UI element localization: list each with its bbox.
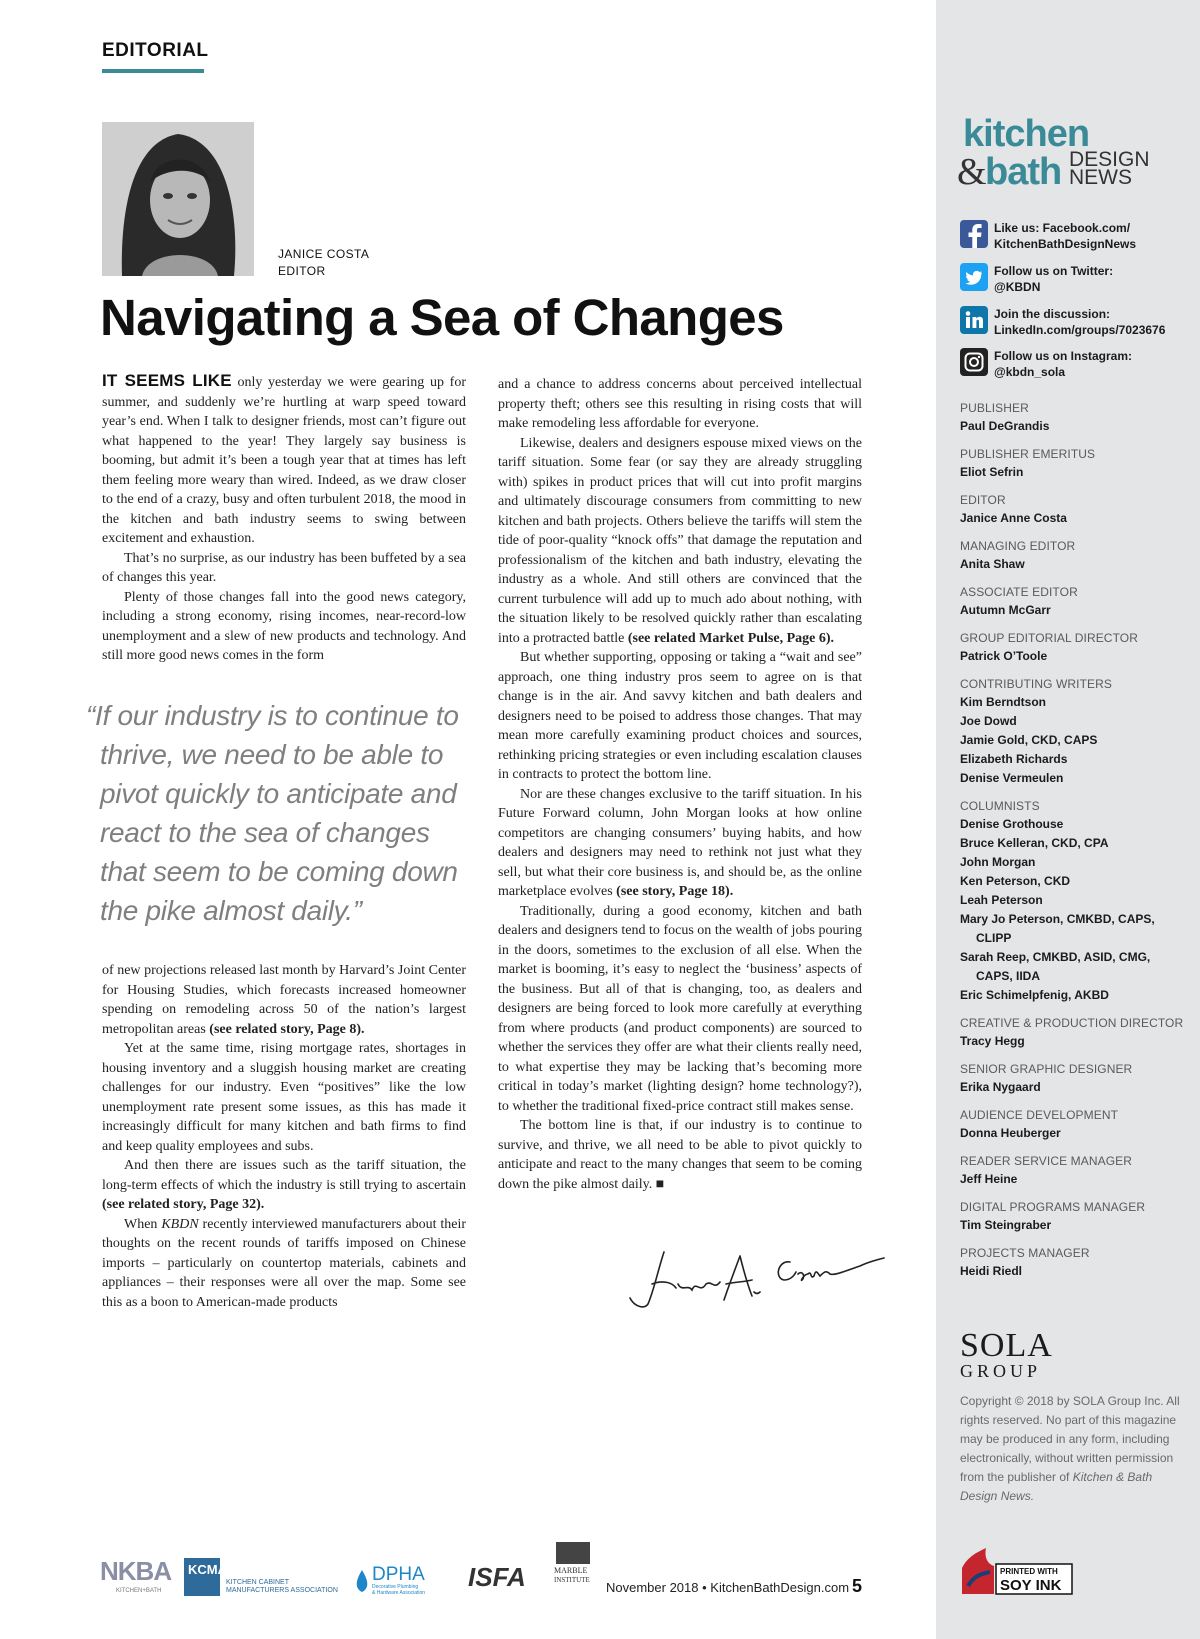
dpha-logo <box>357 1564 426 1596</box>
svg-text:MANUFACTURERS ASSOCIATION: MANUFACTURERS ASSOCIATION <box>226 1587 338 1594</box>
pull-quote-line: pivot quickly to anticipate and <box>100 778 457 809</box>
staff-group: PROJECTS MANAGER Heidi Riedl <box>960 1246 1090 1278</box>
footer-issue-site: November 2018 • KitchenBathDesign.com <box>606 1580 850 1595</box>
svg-text:KCMA: KCMA <box>188 1562 227 1577</box>
paragraph: and a chance to address concerns about perceived intellectual property theft; others see this resulting in rising costs that will make remodeling less affordable for everyone. <box>498 377 862 431</box>
pull-quote <box>86 696 476 930</box>
copyright-notice: Copyright © 2018 by SOLA Group Inc. All rights reserved. No part of this magazine may be produced in any form, including electronically, without written permission from the publisher of Kitchen & Bath Design News. <box>960 1394 1180 1503</box>
instagram-icon <box>960 348 988 376</box>
staff-group: DIGITAL PROGRAMS MANAGER Tim Steingraber <box>960 1200 1146 1232</box>
sola-group-logo: SOLA GROUP <box>960 1327 1053 1381</box>
byline-name: JANICE COSTA <box>278 247 370 261</box>
pull-quote-line: thrive, we need to be able to <box>100 739 444 770</box>
staff-group: COLUMNISTS Denise Grothouse Bruce Kelleran, CKD, CPA John Morgan Ken Peterson, CKD Leah Peterson Mary Jo Peterson, CMKBD, CAPS, CLIPP Sarah Reep, CMKBD, ASID, CMG, CAPS, IIDA Eric Schimelpfenig, AKBD <box>960 799 1155 1002</box>
website: KitchenBathDesign.com <box>710 1580 850 1595</box>
svg-text:bath: bath <box>985 151 1062 192</box>
pull-quote-line: react to the sea of changes <box>100 817 430 848</box>
marble-institute-logo <box>554 1542 590 1584</box>
byline <box>278 246 369 280</box>
lead-in: IT SEEMS LIKE <box>102 371 232 390</box>
pull-quote-line: the pike almost daily.” <box>100 895 362 926</box>
kcma-logo <box>184 1558 338 1596</box>
paragraph: And then there are issues such as the tariff situation, the long-term effects of which the industry is still trying to ascertain (see related story, Page 32). <box>102 1158 466 1212</box>
paragraph: Plenty of those changes fall into the good news category, including a strong economy, rising incomes, near-record-low unemployment and a slew of new products and technology. And still more good news comes in the form <box>102 589 466 663</box>
editor-photo <box>102 122 254 276</box>
svg-text:SOY INK: SOY INK <box>1000 1577 1062 1594</box>
staff-group: ASSOCIATE EDITOR Autumn McGarr <box>960 585 1078 617</box>
paragraph: But whether supporting, opposing or taking a “wait and see” approach, one thing industry pros seem to agree on is that change is in the air. And savvy kitchen and bath dealers and designers need to be poised to address those changes. That may mean more carefully examining product choices and sources, rethinking pricing strategies or even including escalation clauses in contracts to protect the bottom line. <box>498 650 862 782</box>
section-label: EDITORIAL <box>102 40 209 61</box>
staff-group: CREATIVE & PRODUCTION DIRECTOR Tracy Hegg <box>960 1016 1184 1048</box>
paragraph: The bottom line is that, if our industry is to continue to survive, and thrive, we all need to be able to pivot quickly to anticipate and react to the many changes that seem to be coming down the pike almost daily. ■ <box>498 1118 862 1192</box>
paragraph: Nor are these changes exclusive to the tariff situation. In his Future Forward column, John Morgan looks at how online competitors are changing consumers’ buying habits, and how dealers and designers may need to rethink not just what they sell, but what their core business is, and should be, as the online marketplace evolves (see story, Page 18). <box>498 786 862 899</box>
svg-text:&: & <box>957 151 987 192</box>
editor-signature <box>628 1240 888 1325</box>
staff-group: EDITOR Janice Anne Costa <box>960 493 1067 525</box>
story-reference: (see related story, Page 8). <box>209 1021 365 1037</box>
staff-group: AUDIENCE DEVELOPMENT Donna Heuberger <box>960 1108 1119 1140</box>
nkba-logo <box>100 1556 172 1594</box>
story-reference: (see related Market Pulse, Page 6). <box>627 630 835 646</box>
page-number: 5 <box>852 1576 863 1596</box>
headline: Navigating a Sea of Changes <box>100 289 784 346</box>
issue-date: November 2018 <box>606 1580 699 1595</box>
staff-group: CONTRIBUTING WRITERS Kim Berndtson Joe Dowd Jamie Gold, CKD, CAPS Elizabeth Richards Denise Vermeulen <box>960 677 1112 785</box>
paragraph: Traditionally, during a good economy, kitchen and bath dealers and designers tend to focus on the wealth of jobs pouring in the doors, sometimes to the exclusion of all else. When the market is booming, it’s easy to neglect the ‘business’ aspects of the business. But all of that is changing, too, as dealers and designers are being forced to look more carefully at everything from where products (and product components) are sourced to whether the services they offer are what their clients really need, to what expertise they may be lacking that’s becoming more critical in today’s market (lighting design? home technology?), to whether the traditional fixed-price contract still makes sense. <box>498 903 862 1114</box>
twitter-icon <box>960 263 988 291</box>
paragraph: Likewise, dealers and designers espouse mixed views on the tariff situation. Some fear (or say they are already struggling with) spikes in product prices that will cut into profit margins and ultimately discourage consumers from committing to new kitchen and bath projects. Others believe the tariffs will stem the tide of poor-quality “knock offs” that damage the reputation and professionalism of the kitchen and bath industry, elevating the industry as a whole. And still others are convinced that the current turbulence will add up to much ado about nothing, with the situation likely to be resolved quickly rather than escalating into a protracted battle (see related Market Pulse, Page 6). <box>498 435 862 646</box>
svg-text:INSTITUTE: INSTITUTE <box>554 1576 590 1584</box>
column-2 <box>498 375 862 1194</box>
svg-text:& Hardware Association: & Hardware Association <box>372 1590 426 1596</box>
soy-ink-logo <box>960 1546 1080 1601</box>
staff-group: GROUP EDITORIAL DIRECTOR Patrick O’Toole <box>960 631 1138 663</box>
paragraph: When KBDN recently interviewed manufacturers about their thoughts on the recent rounds of tariffs imposed on Chinese imports – particularly on countertop materials, cabinets and appliances – their responses were all over the map. Some see this as a boon to American-made products <box>102 1216 466 1310</box>
story-reference: (see related story, Page 32). <box>102 1197 265 1212</box>
svg-text:KITCHEN+BATH: KITCHEN+BATH <box>116 1588 162 1594</box>
svg-text:kitchen: kitchen <box>963 113 1090 155</box>
staff-group: READER SERVICE MANAGER Jeff Heine <box>960 1154 1133 1186</box>
paragraph: That’s no surprise, as our industry has been buffeted by a sea of changes this year. <box>102 550 466 585</box>
svg-text:Decorative Plumbing: Decorative Plumbing <box>372 1584 419 1590</box>
pull-quote-line: “If our industry is to continue to <box>86 700 459 731</box>
svg-text:ISFA: ISFA <box>468 1562 526 1592</box>
staff-group: MANAGING EDITOR Anita Shaw <box>960 539 1076 571</box>
isfa-logo <box>468 1562 526 1592</box>
pull-quote-line: that seem to be coming down <box>100 856 458 887</box>
svg-text:MARBLE: MARBLE <box>554 1566 588 1575</box>
staff-group: SENIOR GRAPHIC DESIGNER Erika Nygaard <box>960 1062 1133 1094</box>
svg-text:DPHA: DPHA <box>372 1564 425 1585</box>
column-1-lower <box>102 961 466 1312</box>
paragraph: Yet at the same time, rising mortgage rates, shortages in housing inventory and a sluggish housing market are creating challenges for our industry. Even “positives” like the low unemployment rate present some issues, as this has made it increasingly difficult for many kitchen and bath firms to find and keep quality employees and subs. <box>102 1041 466 1154</box>
association-logos <box>100 1540 600 1610</box>
staff-group: PUBLISHER Paul DeGrandis <box>960 401 1050 433</box>
paragraph: IT SEEMS LIKE only yesterday we were gearing up for summer, and suddenly we’re hurtling at warp speed toward year’s end. When I talk to designer friends, most can’t figure out what happened to the year! They largely say business is booming, but admit it’s been a tough year that at times has left them feeling more weary than wired. Indeed, as we draw closer to the end of a crazy, busy and often turbulent 2018, the mood in the kitchen and bath industry seems to swing between excitement and exhaustion. <box>102 371 466 546</box>
linkedin-icon <box>960 306 988 334</box>
section-underline <box>102 69 204 73</box>
masthead-staff-list <box>960 400 1192 1291</box>
kitchen-bath-design-news-logo <box>957 112 1187 192</box>
paragraph: of new projections released last month by Harvard’s Joint Center for Housing Studies, which forecasts increased homeowner spending on remodeling across 50 of the nation’s largest metropolitan areas (see related story, Page 8). <box>102 963 466 1037</box>
column-1-upper <box>102 371 466 666</box>
svg-text:DESIGN: DESIGN <box>1069 148 1150 171</box>
svg-text:NKBA: NKBA <box>100 1556 172 1586</box>
staff-group: PUBLISHER EMERITUS Eliot Sefrin <box>960 447 1096 479</box>
svg-text:NEWS: NEWS <box>1069 166 1132 189</box>
svg-text:PRINTED WITH: PRINTED WITH <box>1000 1567 1058 1576</box>
story-reference: (see story, Page 18). <box>616 884 734 899</box>
byline-title: EDITOR <box>278 264 326 278</box>
svg-text:KITCHEN CABINET: KITCHEN CABINET <box>226 1579 290 1586</box>
facebook-icon <box>960 220 988 248</box>
